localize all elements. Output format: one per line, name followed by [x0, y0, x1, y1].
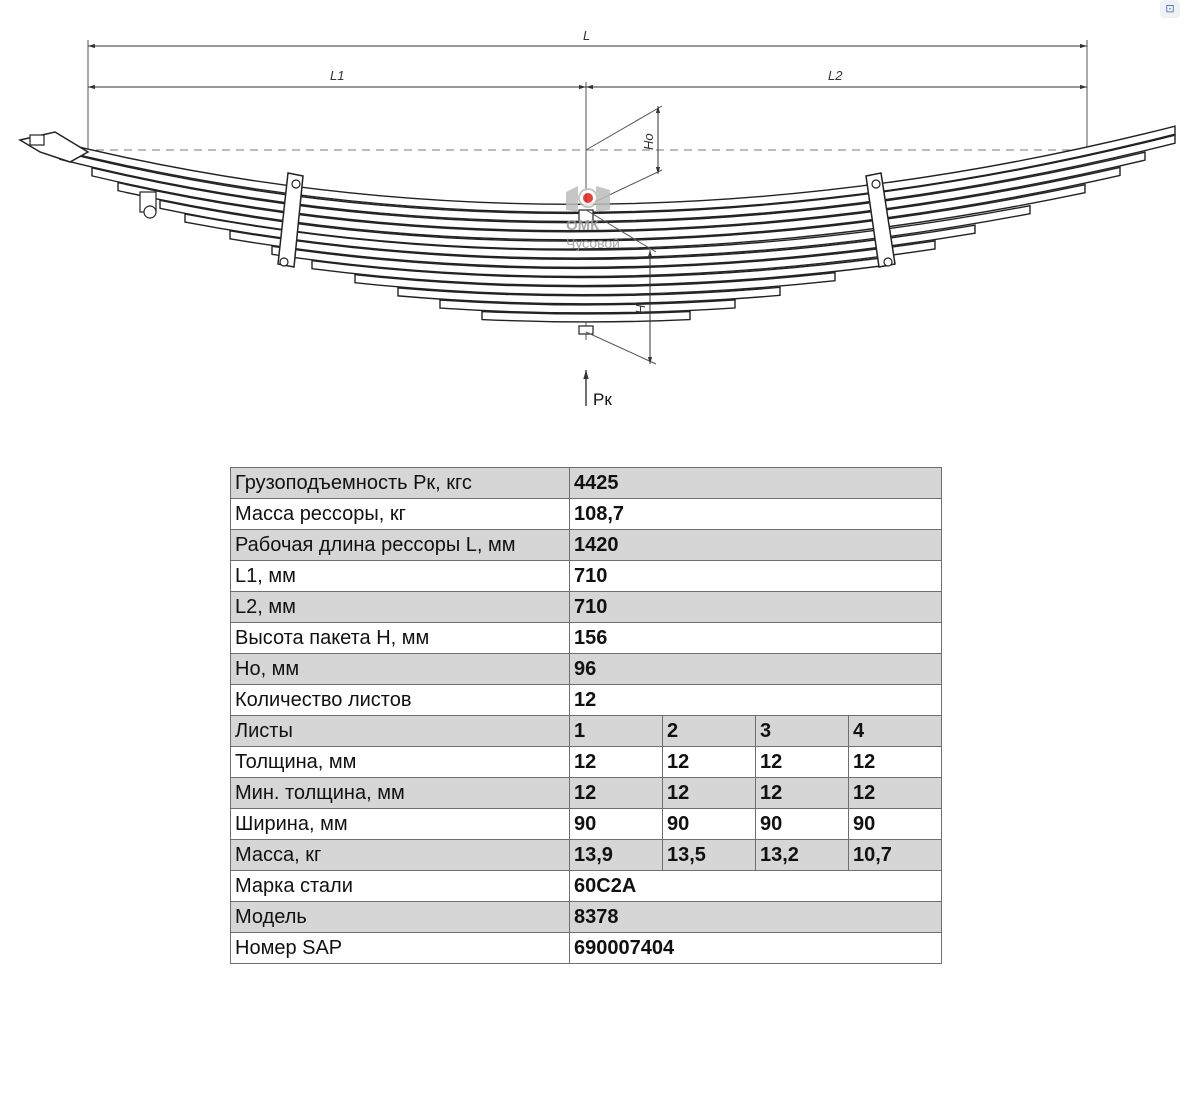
- row-label: Листы: [231, 716, 570, 747]
- table-row: [231, 840, 942, 871]
- table-row: [231, 561, 942, 592]
- row-label: Номер SAP: [231, 933, 570, 964]
- dimension-L1-label: L1: [330, 68, 345, 83]
- row-label: Рабочая длина рессоры L, мм: [231, 530, 570, 561]
- leaf-value: 12: [756, 747, 849, 778]
- dimension-H-label: H: [633, 304, 648, 314]
- table-row: [231, 468, 942, 499]
- leaf-value: 90: [756, 809, 849, 840]
- screenshot-icon[interactable]: ⊡: [1160, 0, 1180, 18]
- row-label: L1, мм: [231, 561, 570, 592]
- load-arrow: [586, 370, 612, 409]
- dimension-L-label: L: [583, 28, 591, 43]
- row-label: Масса, кг: [231, 840, 570, 871]
- row-value: 690007404: [570, 933, 942, 964]
- logo-red-dot: [583, 193, 593, 203]
- leaf-value: 2: [663, 716, 756, 747]
- table-row: [231, 716, 942, 747]
- logo-city: Чусовой: [566, 235, 621, 251]
- leaf-value: 12: [663, 747, 756, 778]
- table-row: [231, 499, 942, 530]
- table-row: [231, 685, 942, 716]
- table-row: [231, 809, 942, 840]
- logo-brand: ОМК: [566, 217, 600, 234]
- row-value: 4425: [570, 468, 942, 499]
- leaf-value: 90: [663, 809, 756, 840]
- leaf-value: 13,5: [663, 840, 756, 871]
- table-row: [231, 778, 942, 809]
- leaf-spring-drawing: [0, 0, 1200, 460]
- dimension-L: [88, 28, 1087, 150]
- row-value: 1420: [570, 530, 942, 561]
- row-label: Толщина, мм: [231, 747, 570, 778]
- spec-table: [230, 467, 942, 964]
- leaf-value: 10,7: [849, 840, 942, 871]
- leaf-value: 12: [756, 778, 849, 809]
- row-value: 96: [570, 654, 942, 685]
- table-row: [231, 871, 942, 902]
- table-row: [231, 902, 942, 933]
- table-row: [231, 530, 942, 561]
- row-value: 156: [570, 623, 942, 654]
- row-label: Количество листов: [231, 685, 570, 716]
- row-value: 8378: [570, 902, 942, 933]
- row-label: Масса рессоры, кг: [231, 499, 570, 530]
- leaf-value: 13,2: [756, 840, 849, 871]
- table-row: [231, 623, 942, 654]
- leaf-value: 1: [570, 716, 663, 747]
- table-row: [231, 654, 942, 685]
- row-value: 710: [570, 592, 942, 623]
- row-label: Ширина, мм: [231, 809, 570, 840]
- leaf-value: 12: [663, 778, 756, 809]
- leaf-value: 12: [849, 747, 942, 778]
- row-value: 60С2А: [570, 871, 942, 902]
- leaf-value: 12: [570, 747, 663, 778]
- row-label: Мин. толщина, мм: [231, 778, 570, 809]
- leaf-value: 3: [756, 716, 849, 747]
- row-label: Ho, мм: [231, 654, 570, 685]
- leaf-value: 12: [570, 778, 663, 809]
- table-row: [231, 592, 942, 623]
- row-label: Марка стали: [231, 871, 570, 902]
- load-label: Pк: [593, 390, 612, 409]
- row-label: Высота пакета H, мм: [231, 623, 570, 654]
- row-label: Грузоподъемность Pк, кгс: [231, 468, 570, 499]
- row-label: Модель: [231, 902, 570, 933]
- row-value: 710: [570, 561, 942, 592]
- row-value: 12: [570, 685, 942, 716]
- leaf-value: 12: [849, 778, 942, 809]
- leaf-value: 4: [849, 716, 942, 747]
- table-row: [231, 933, 942, 964]
- row-label: L2, мм: [231, 592, 570, 623]
- leaf-value: 13,9: [570, 840, 663, 871]
- dimension-Ho-label: Ho: [641, 133, 656, 150]
- leaf-value: 90: [570, 809, 663, 840]
- leaf-value: 90: [849, 809, 942, 840]
- row-value: 108,7: [570, 499, 942, 530]
- table-row: [231, 747, 942, 778]
- dimension-L2-label: L2: [828, 68, 843, 83]
